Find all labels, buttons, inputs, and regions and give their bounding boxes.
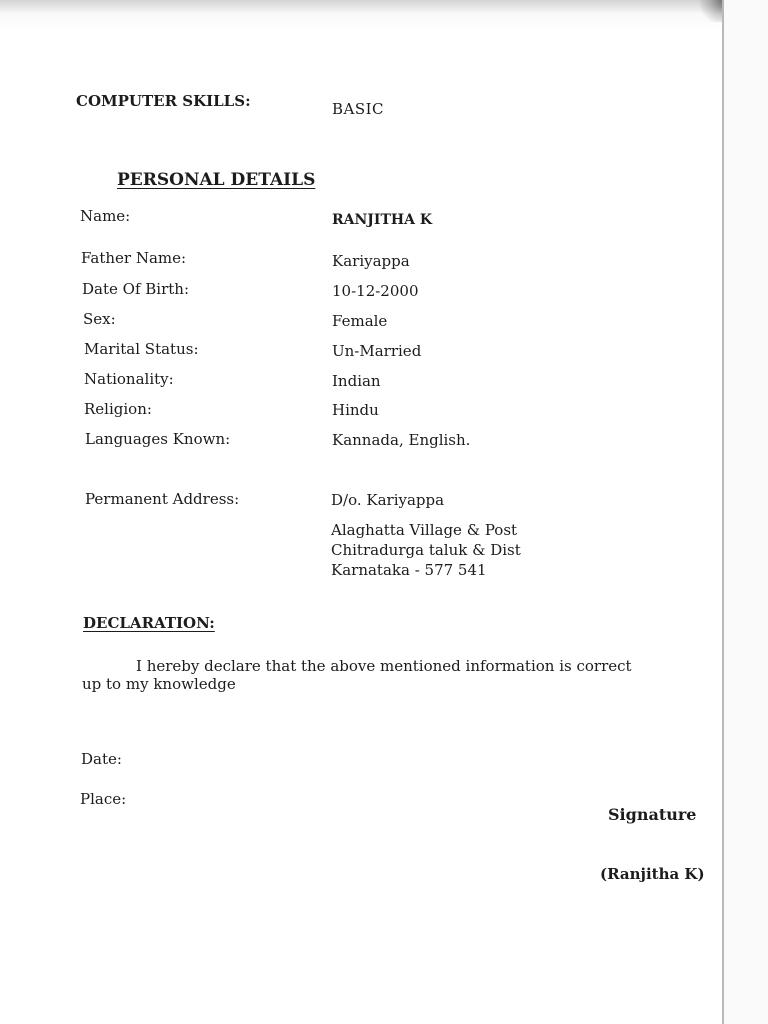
languages-value: Kannada, English. [332, 431, 471, 449]
marital-status-label: Marital Status: [84, 340, 199, 358]
signature-label: Signature [608, 805, 697, 824]
nationality-label: Nationality: [84, 370, 174, 388]
name-value: RANJITHA K [332, 212, 433, 228]
address-line: D/o. Kariyappa [331, 491, 445, 509]
religion-label: Religion: [84, 400, 152, 418]
address-line: Chitradurga taluk & Dist [331, 541, 521, 559]
dob-label: Date Of Birth: [82, 280, 189, 298]
signatory-name: (Ranjitha K) [600, 865, 705, 883]
address-line: Alaghatta Village & Post [331, 521, 518, 539]
father-name-value: Kariyappa [332, 252, 410, 270]
declaration-heading: DECLARATION: [83, 614, 215, 632]
declaration-text-line2: up to my knowledge [82, 675, 236, 693]
address-line: Karnataka - 577 541 [331, 561, 487, 579]
declaration-text-line1: I hereby declare that the above mentioned information is correct [136, 657, 632, 675]
scan-top-shadow [0, 0, 768, 14]
sex-label: Sex: [83, 310, 116, 328]
languages-label: Languages Known: [85, 430, 231, 448]
sex-value: Female [332, 312, 388, 330]
date-label: Date: [81, 750, 122, 768]
computer-skills-label: COMPUTER SKILLS: [76, 92, 251, 110]
nationality-value: Indian [332, 372, 381, 390]
father-name-label: Father Name: [81, 249, 187, 267]
scan-margin [724, 0, 768, 1024]
address-label: Permanent Address: [85, 490, 240, 508]
personal-details-heading: PERSONAL DETAILS [117, 170, 316, 190]
scan-corner-smudge [700, 0, 724, 22]
name-label: Name: [80, 207, 131, 225]
dob-value: 10-12-2000 [332, 282, 419, 300]
place-label: Place: [80, 790, 127, 808]
marital-status-value: Un-Married [332, 342, 422, 360]
computer-skills-value: BASIC [332, 100, 385, 118]
religion-value: Hindu [332, 401, 379, 419]
